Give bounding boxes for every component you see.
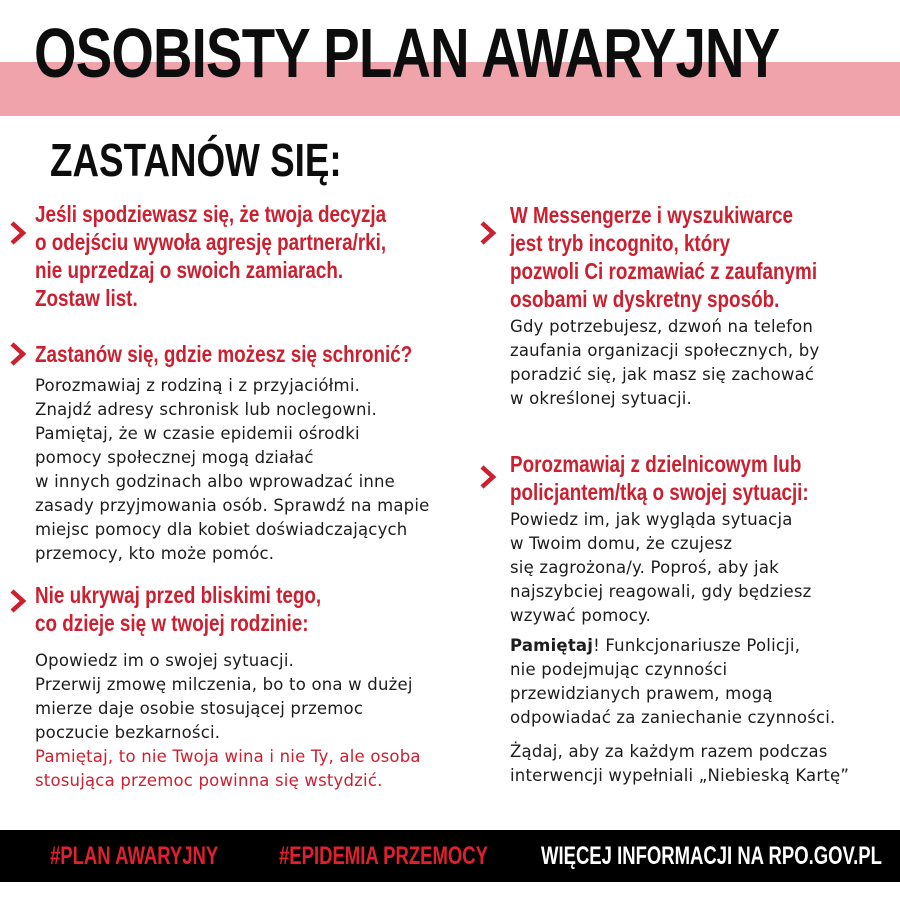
tip-red-note: Pamiętaj, to nie Twoja wina i nie Ty, ale osoba stosująca przemoc powinna się wstydzić.	[35, 747, 421, 790]
tip-heading: Jeśli spodziewasz się, że twoja decyzja o odejściu wywoła agresję partnera/rki, nie uprzedzaj o swoich zamiarach. Zostaw list.	[35, 201, 387, 311]
footer-bar	[0, 830, 900, 882]
more-info-link[interactable]: WIĘCEJ INFORMACJI NA RPO.GOV.PL	[541, 842, 882, 870]
chevron-right-icon	[8, 588, 28, 614]
chevron-right-icon	[8, 341, 28, 367]
page-title: OSOBISTY PLAN AWARYJNY	[34, 14, 780, 92]
tip-heading: W Messengerze i wyszukiwarce jest tryb incognito, który pozwoli Ci rozmawiać z zaufanymi osobami w dyskretny sposób.	[510, 202, 818, 312]
tip-remember-note: Pamiętaj! Funkcjonariusze Policji, nie podejmując czynności przewidzianych prawem, mogą odpowiadać za zaniechanie czynności.	[510, 636, 836, 727]
tip-body: Opowiedz im o swojej sytuacji. Przerwij zmowę milczenia, bo to ona w dużej mierze daje osobie stosującej przemoc poczucie bezkarności.	[35, 651, 413, 742]
chevron-right-icon	[478, 220, 498, 246]
tip-body: Porozmawiaj z rodziną i z przyjaciółmi. Znajdź adresy schronisk lub noclegowni. Pamiętaj, że w czasie epidemii ośrodki pomocy społecznej mogą działać w innych godzinach albo wprowadzać inne zasady przyjmowania osób. Sprawdź na mapie miejsc pomocy dla kobiet doświadczających przemocy, kto może pomóc.	[35, 376, 430, 563]
page-subtitle: ZASTANÓW SIĘ:	[50, 134, 342, 186]
chevron-right-icon	[8, 220, 28, 246]
tip-body: Gdy potrzebujesz, dzwoń na telefon zaufania organizacji społecznych, by poradzić się, jak masz się zachować w określonej sytuacji.	[510, 317, 820, 408]
chevron-right-icon	[478, 464, 498, 490]
tip-heading: Porozmawiaj z dzielnicowym lub policjantem/tką o swojej sytuacji:	[510, 451, 809, 505]
tip-heading: Nie ukrywaj przed bliskimi tego, co dzieje się w twojej rodzinie:	[35, 582, 322, 636]
remember-label: Pamiętaj	[510, 636, 594, 655]
hashtag-plan-awaryjny: #PLAN AWARYJNY	[50, 842, 219, 870]
tip-heading: Zastanów się, gdzie możesz się schronić?	[35, 341, 413, 367]
tip-blue-card-demand: Żądaj, aby za każdym razem podczas interwencji wypełniali „Niebieską Kartę”	[510, 742, 850, 785]
hashtag-epidemia-przemocy: #EPIDEMIA PRZEMOCY	[279, 842, 489, 870]
tip-body: Powiedz im, jak wygląda sytuacja w Twoim domu, że czujesz się zagrożona/y. Poproś, aby jak najszybciej reagowali, gdy będziesz wzywać pomocy.	[510, 510, 812, 625]
